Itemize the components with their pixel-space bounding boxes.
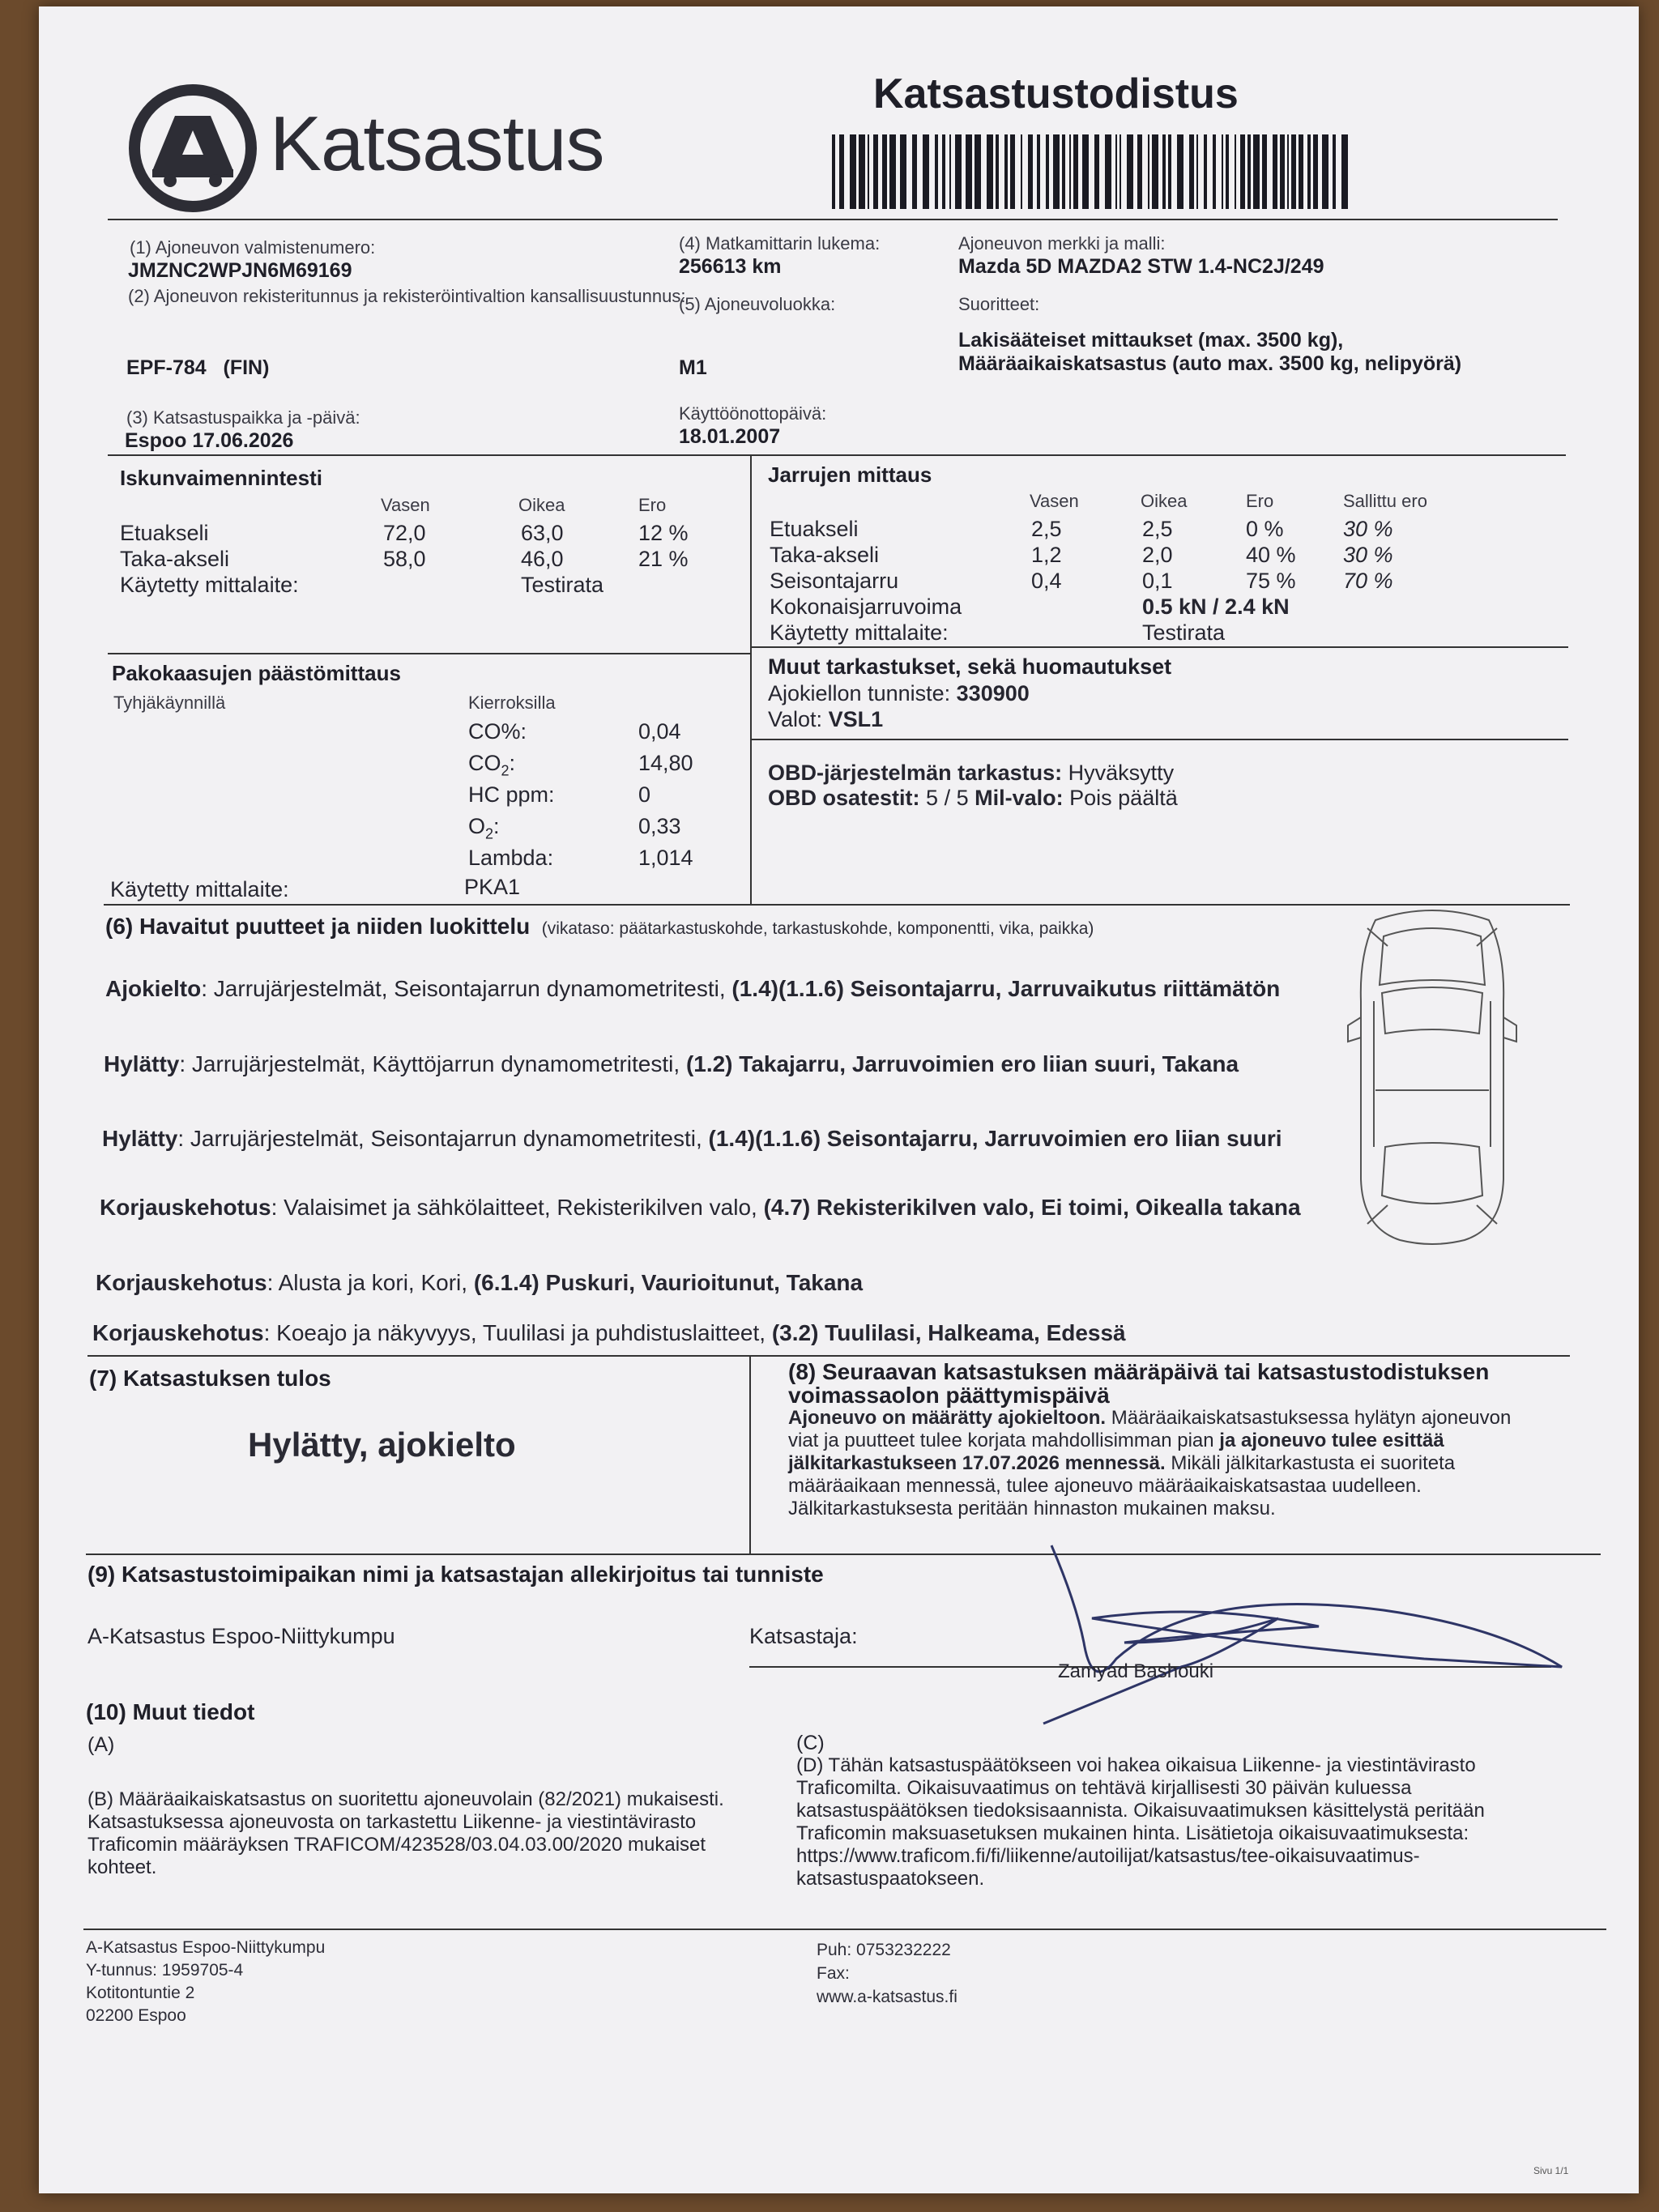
- obd-row: [768, 761, 1174, 786]
- shock-title: Iskunvaimennintesti: [120, 466, 322, 490]
- services-value: Lakisääteiset mittaukset (max. 3500 kg), Määräaikaiskatsastus (auto max. 3500 kg, nelipyörä): [958, 329, 1462, 375]
- defect-item: [105, 976, 1320, 1002]
- barcode-bar: [1273, 134, 1277, 209]
- footer-ytunnus: Y-tunnus: 1959705-4: [86, 1961, 244, 1980]
- obd-tests-label: OBD osatestit:: [768, 786, 920, 810]
- place-value: Espoo 17.06.2026: [125, 429, 294, 452]
- barcode-bar: [1287, 134, 1289, 209]
- barcode-bar: [1028, 134, 1033, 209]
- defect-item: [100, 1195, 1315, 1221]
- shock-row-name: Etuakseli: [120, 521, 209, 545]
- defect-desc: : Jarrujärjestelmät, Seisontajarrun dynamometritesti,: [177, 1126, 709, 1151]
- page-number: Sivu 1/1: [1533, 2165, 1569, 2176]
- services-label: Suoritteet:: [958, 294, 1040, 314]
- signature: [995, 1537, 1578, 1752]
- brake-row-diff: 40 %: [1246, 543, 1296, 567]
- odo-value: 256613 km: [679, 255, 782, 278]
- defect-detail: (1.4)(1.1.6) Seisontajarru, Jarruvaikutus riittämätön: [731, 976, 1281, 1001]
- shock-header-right: Oikea: [518, 495, 565, 515]
- inspection-certificate: [39, 6, 1639, 2193]
- brake-row-diff: 75 %: [1246, 569, 1296, 593]
- barcode-bar: [1069, 134, 1071, 209]
- shock-row-left: 72,0: [383, 521, 426, 545]
- obd-tests-row: [768, 786, 1178, 811]
- defect-desc: : Valaisimet ja sähkölaitteet, Rekisterikilven valo,: [271, 1195, 764, 1220]
- class-label: (5) Ajoneuvoluokka:: [679, 294, 836, 314]
- barcode-bar: [1235, 134, 1236, 209]
- brake-row-left: 2,5: [1031, 517, 1062, 541]
- emission-value: 0: [638, 782, 651, 807]
- barcode-bar: [1148, 134, 1149, 209]
- reg-label: (2) Ajoneuvon rekisteritunnus ja rekisteröintivaltion kansallisuustunnus:: [128, 286, 686, 306]
- barcode-bar: [1105, 134, 1111, 209]
- barcode-bar: [1204, 134, 1207, 209]
- result-title: (7) Katsastuksen tulos: [89, 1366, 331, 1391]
- emission-name: $CO_2$:: [468, 751, 516, 779]
- barcode-bar: [1280, 134, 1285, 209]
- defects-heading: [105, 914, 1094, 940]
- brakes-header-diff: Ero: [1246, 491, 1274, 511]
- defect-detail: (1.2) Takajarru, Jarruvoimien ero liian suuri, Takana: [685, 1051, 1239, 1076]
- footer-postal: 02200 Espoo: [86, 2006, 186, 2025]
- next-text-2: Mikäli jälkitarkastusta ei suoriteta määräaikaan mennessä, tulee ajoneuvo määräaikaiskatsastaa uudelleen. Jälkitarkastuksesta peritään hinnaston mukainen maksu.: [788, 1452, 1456, 1519]
- handwritten-signature-icon: [995, 1537, 1578, 1748]
- emission-value: 0,04: [638, 719, 681, 744]
- barcode-bar: [1021, 134, 1022, 209]
- barcode-bar: [1004, 134, 1008, 209]
- obd-value: Hyväksytty: [1068, 761, 1175, 785]
- emissions-title: Pakokaasujen päästömittaus: [112, 661, 401, 685]
- inspector-label: Katsastaja:: [749, 1624, 858, 1648]
- barcode-bar: [975, 134, 981, 209]
- brake-row-allowed: 70 %: [1343, 569, 1393, 593]
- barcode-bar: [1010, 134, 1015, 209]
- barcode-bar: [1333, 134, 1336, 209]
- brake-row-allowed: 30 %: [1343, 517, 1393, 541]
- brake-row-right: 0,1: [1142, 569, 1173, 593]
- brake-row-name: Seisontajarru: [770, 569, 899, 593]
- next-title: (8) Seuraavan katsastuksen määräpäivä tai katsastustodistuksen voimassaolon päättymispäivä: [788, 1359, 1490, 1408]
- emission-name: CO%:: [468, 719, 527, 744]
- misc-b: (B) Määräaikaiskatsastus on suoritettu ajoneuvolain (82/2021) mukaisesti. Katsastuksessa ajoneuvosta on tarkastettu Liikenne- ja viestintävirasto Traficomin määräyksen TRAFICOM/423528/03.04.03.00/2020 mukaiset kohteet.: [87, 1788, 724, 1878]
- barcode-bar: [1247, 134, 1251, 209]
- brake-row-allowed: 30 %: [1343, 543, 1393, 567]
- brake-device-value: Testirata: [1142, 620, 1226, 645]
- brand-logo: [128, 83, 258, 217]
- barcode-bar: [1291, 134, 1296, 209]
- barcode-bar: [1073, 134, 1078, 209]
- barcode-bar: [1322, 134, 1328, 209]
- brake-row-left: 0,4: [1031, 569, 1062, 593]
- defect-desc: : Alusta ja kori, Kori,: [267, 1270, 474, 1295]
- barcode-bar: [1168, 134, 1171, 209]
- barcode-bar: [839, 134, 844, 209]
- barcode-bar: [923, 134, 929, 209]
- defect-level: Hylätty: [102, 1126, 178, 1151]
- shock-row-diff: 21 %: [638, 547, 689, 571]
- station-title: (9) Katsastustoimipaikan nimi ja katsastajan allekirjoitus tai tunniste: [87, 1562, 824, 1587]
- brake-row-diff: 0 %: [1246, 517, 1284, 541]
- barcode-bar: [1062, 134, 1065, 209]
- barcode-bar: [1240, 134, 1245, 209]
- emissions-rpm-label: Kierroksilla: [468, 693, 556, 713]
- place-label: (3) Katsastuspaikka ja -päivä:: [126, 407, 360, 428]
- defect-level: Korjauskehotus: [96, 1270, 267, 1295]
- a-katsastus-logo-icon: [128, 83, 258, 213]
- emissions-device-label: Käytetty mittalaite:: [110, 877, 289, 901]
- barcode-bar: [1262, 134, 1267, 209]
- first-use-value: 18.01.2007: [679, 425, 781, 448]
- barcode-bar: [1222, 134, 1223, 209]
- barcode-bar: [1046, 134, 1049, 209]
- next-text: [788, 1407, 1517, 1520]
- defect-detail: (6.1.4) Puskuri, Vaurioitunut, Takana: [473, 1270, 864, 1295]
- barcode-bar: [882, 134, 887, 209]
- lights-value: VSL1: [828, 707, 884, 731]
- emission-value: 1,014: [638, 846, 693, 870]
- brakes-header-right: Oikea: [1141, 491, 1188, 511]
- emission-name: $O_2$:: [468, 814, 500, 842]
- barcode-bar: [832, 134, 835, 209]
- footer-web: www.a-katsastus.fi: [817, 1988, 957, 2006]
- barcode-bar: [873, 134, 878, 209]
- class-value: M1: [679, 356, 707, 379]
- defect-level: Ajokielto: [105, 976, 202, 1001]
- mil-value: Pois päältä: [1069, 786, 1178, 810]
- shock-row-name: Taka-akseli: [120, 547, 230, 571]
- defect-desc: : Koeajo ja näkyvyys, Tuulilasi ja puhdistuslaitteet,: [263, 1320, 772, 1345]
- barcode-bar: [912, 134, 917, 209]
- odo-label: (4) Matkamittarin lukema:: [679, 233, 881, 254]
- emissions-device-value: PKA1: [464, 875, 521, 899]
- barcode-bar: [996, 134, 999, 209]
- defect-level: Korjauskehotus: [100, 1195, 271, 1220]
- brake-row-left: 1,2: [1031, 543, 1062, 567]
- next-text-1: Määräaikaiskatsastuksessa hylätyn ajoneuvon viat ja puutteet tulee korjata mahdollisimman pian: [788, 1407, 1512, 1451]
- defect-detail: (4.7) Rekisterikilven valo, Ei toimi, Oikealla takana: [763, 1195, 1301, 1220]
- ban-id-row: [768, 681, 1030, 706]
- defect-desc: : Jarrujärjestelmät, Käyttöjarrun dynamometritesti,: [179, 1051, 686, 1076]
- barcode-bar: [1162, 134, 1166, 209]
- brakes-title: Jarrujen mittaus: [768, 462, 932, 487]
- barcode-bar: [900, 134, 906, 209]
- defect-item: [96, 1270, 1311, 1296]
- shock-row-diff: 12 %: [638, 521, 689, 545]
- barcode-bar: [987, 134, 993, 209]
- next-bold-2: ja ajoneuvo tulee esittää jälkitarkastukseen 17.07.2026 mennessä.: [788, 1430, 1444, 1474]
- reg-value: EPF-784 (FIN): [126, 356, 270, 379]
- shock-row-right: 46,0: [521, 547, 564, 571]
- barcode-bar: [859, 134, 865, 209]
- lights-row: [768, 707, 883, 732]
- mil-label: Mil-valo:: [975, 786, 1064, 810]
- vin-value: JMZNC2WPJN6M69169: [128, 259, 352, 282]
- footer-phone: Puh: 0753232222: [817, 1941, 951, 1959]
- barcode-bar: [1120, 134, 1121, 209]
- misc-d: (D) Tähän katsastuspäätökseen voi hakea oikaisua Liikenne- ja viestintävirasto Traficomilta. Oikaisuvaatimus on tehtävä kirjallisesti 30 päivän kuluessa katsastuspäätöksen tiedoksisaannista. Oikaisuvaatimuksen käsittelystä peritään Traficomin maksuasetuksen mukainen hinta. Lisätietoja oikaisuvaatimuksesta: https://www.traficom.fi/fi/liikenne/autoilijat/katsastus/tee-oikaisuvaatimus-katsastuspaatokseen.: [796, 1754, 1485, 1890]
- ban-id-label: Ajokiellon tunniste:: [768, 681, 951, 705]
- shock-device-label: Käytetty mittalaite:: [120, 573, 299, 597]
- barcode-bar: [966, 134, 972, 209]
- defect-item: [104, 1051, 1319, 1077]
- emission-name: Lambda:: [468, 846, 554, 870]
- ban-id-value: 330900: [956, 681, 1030, 705]
- brakes-header-left: Vasen: [1030, 491, 1079, 511]
- barcode-bar: [868, 134, 869, 209]
- defect-detail: (3.2) Tuulilasi, Halkeama, Edessä: [771, 1320, 1126, 1345]
- barcode-bar: [955, 134, 962, 209]
- shock-header-left: Vasen: [381, 495, 430, 515]
- car-diagram: [1343, 904, 1521, 1252]
- barcode-bar: [1196, 134, 1198, 209]
- make-value: Mazda 5D MAZDA2 STW 1.4-NC2J/249: [958, 255, 1324, 278]
- barcode-bar: [1213, 134, 1216, 209]
- obd-label: OBD-järjestelmän tarkastus:: [768, 761, 1063, 785]
- barcode-bar: [942, 134, 945, 209]
- lights-label: Valot:: [768, 707, 823, 731]
- brake-device-label: Käytetty mittalaite:: [770, 620, 949, 645]
- barcode-bar: [1299, 134, 1303, 209]
- obd-tests-value: 5 / 5: [926, 786, 969, 810]
- shock-row-right: 63,0: [521, 521, 564, 545]
- emission-value: 0,33: [638, 814, 681, 838]
- defect-level: Hylätty: [104, 1051, 180, 1076]
- station-name: A-Katsastus Espoo-Niittykumpu: [87, 1624, 395, 1648]
- defect-item: [102, 1126, 1317, 1152]
- shock-row-left: 58,0: [383, 547, 426, 571]
- brake-total-value: 0.5 kN / 2.4 kN: [1142, 595, 1290, 619]
- defects-title: (6) Havaitut puutteet ja niiden luokittelu: [105, 914, 531, 939]
- barcode-bar: [1127, 134, 1133, 209]
- footer-fax: Fax:: [817, 1964, 850, 1983]
- other-title: Muut tarkastukset, sekä huomautukset: [768, 654, 1172, 679]
- barcode-bar: [1177, 134, 1183, 209]
- inspector-name: Zamyad Bashouki: [1058, 1660, 1214, 1682]
- barcode-bar: [850, 134, 856, 209]
- footer-street: Kotitontuntie 2: [86, 1984, 195, 2002]
- barcode-bar: [1189, 134, 1194, 209]
- barcode-bar: [1082, 134, 1089, 209]
- brake-row-right: 2,5: [1142, 517, 1173, 541]
- brake-row-right: 2,0: [1142, 543, 1173, 567]
- barcode-bar: [1037, 134, 1040, 209]
- barcode-bar: [1152, 134, 1158, 209]
- defect-level: Korjauskehotus: [92, 1320, 264, 1345]
- footer-company: A-Katsastus Espoo-Niittykumpu: [86, 1938, 326, 1957]
- barcode-bar: [1053, 134, 1060, 209]
- barcode: [829, 134, 1355, 213]
- defect-item: [92, 1320, 1307, 1346]
- car-outline-icon: [1343, 904, 1521, 1248]
- document-title: Katsastustodistus: [873, 70, 1239, 117]
- shock-header-diff: Ero: [638, 495, 667, 515]
- barcode-bar: [935, 134, 938, 209]
- barcode-bar: [889, 134, 896, 209]
- misc-title: (10) Muut tiedot: [86, 1699, 255, 1724]
- misc-c: (C): [796, 1732, 825, 1754]
- first-use-label: Käyttöönottopäivä:: [679, 403, 827, 424]
- brake-total-label: Kokonaisjarruvoima: [770, 595, 962, 619]
- make-label: Ajoneuvon merkki ja malli:: [958, 233, 1166, 254]
- logo-text: Katsastus: [270, 100, 604, 187]
- brake-row-name: Etuakseli: [770, 517, 859, 541]
- emission-name: HC ppm:: [468, 782, 555, 807]
- defect-desc: : Jarrujärjestelmät, Seisontajarrun dynamometritesti,: [201, 976, 732, 1001]
- defects-note: (vikataso: päätarkastuskohde, tarkastuskohde, komponentti, vika, paikka): [541, 919, 1094, 938]
- barcode-bar: [1341, 134, 1348, 209]
- barcode-bar: [1313, 134, 1318, 209]
- emissions-idle-label: Tyhjäkäynnillä: [113, 693, 226, 713]
- brakes-header-allowed: Sallittu ero: [1343, 491, 1427, 511]
- misc-a: (A): [87, 1733, 115, 1756]
- barcode-bar: [1307, 134, 1311, 209]
- barcode-bars: [829, 134, 1355, 209]
- emission-value: 14,80: [638, 751, 693, 775]
- barcode-bar: [1226, 134, 1229, 209]
- defect-detail: (1.4)(1.1.6) Seisontajarru, Jarruvoimien ero liian suuri: [708, 1126, 1282, 1151]
- barcode-bar: [949, 134, 951, 209]
- vin-label: (1) Ajoneuvon valmistenumero:: [130, 237, 376, 258]
- result-value: Hylätty, ajokielto: [248, 1426, 516, 1464]
- barcode-bar: [1253, 134, 1260, 209]
- brake-row-name: Taka-akseli: [770, 543, 880, 567]
- next-bold-1: Ajoneuvo on määrätty ajokieltoon.: [788, 1407, 1107, 1429]
- barcode-bar: [1115, 134, 1117, 209]
- barcode-bar: [1094, 134, 1099, 209]
- barcode-bar: [1137, 134, 1142, 209]
- shock-device-value: Testirata: [521, 573, 604, 597]
